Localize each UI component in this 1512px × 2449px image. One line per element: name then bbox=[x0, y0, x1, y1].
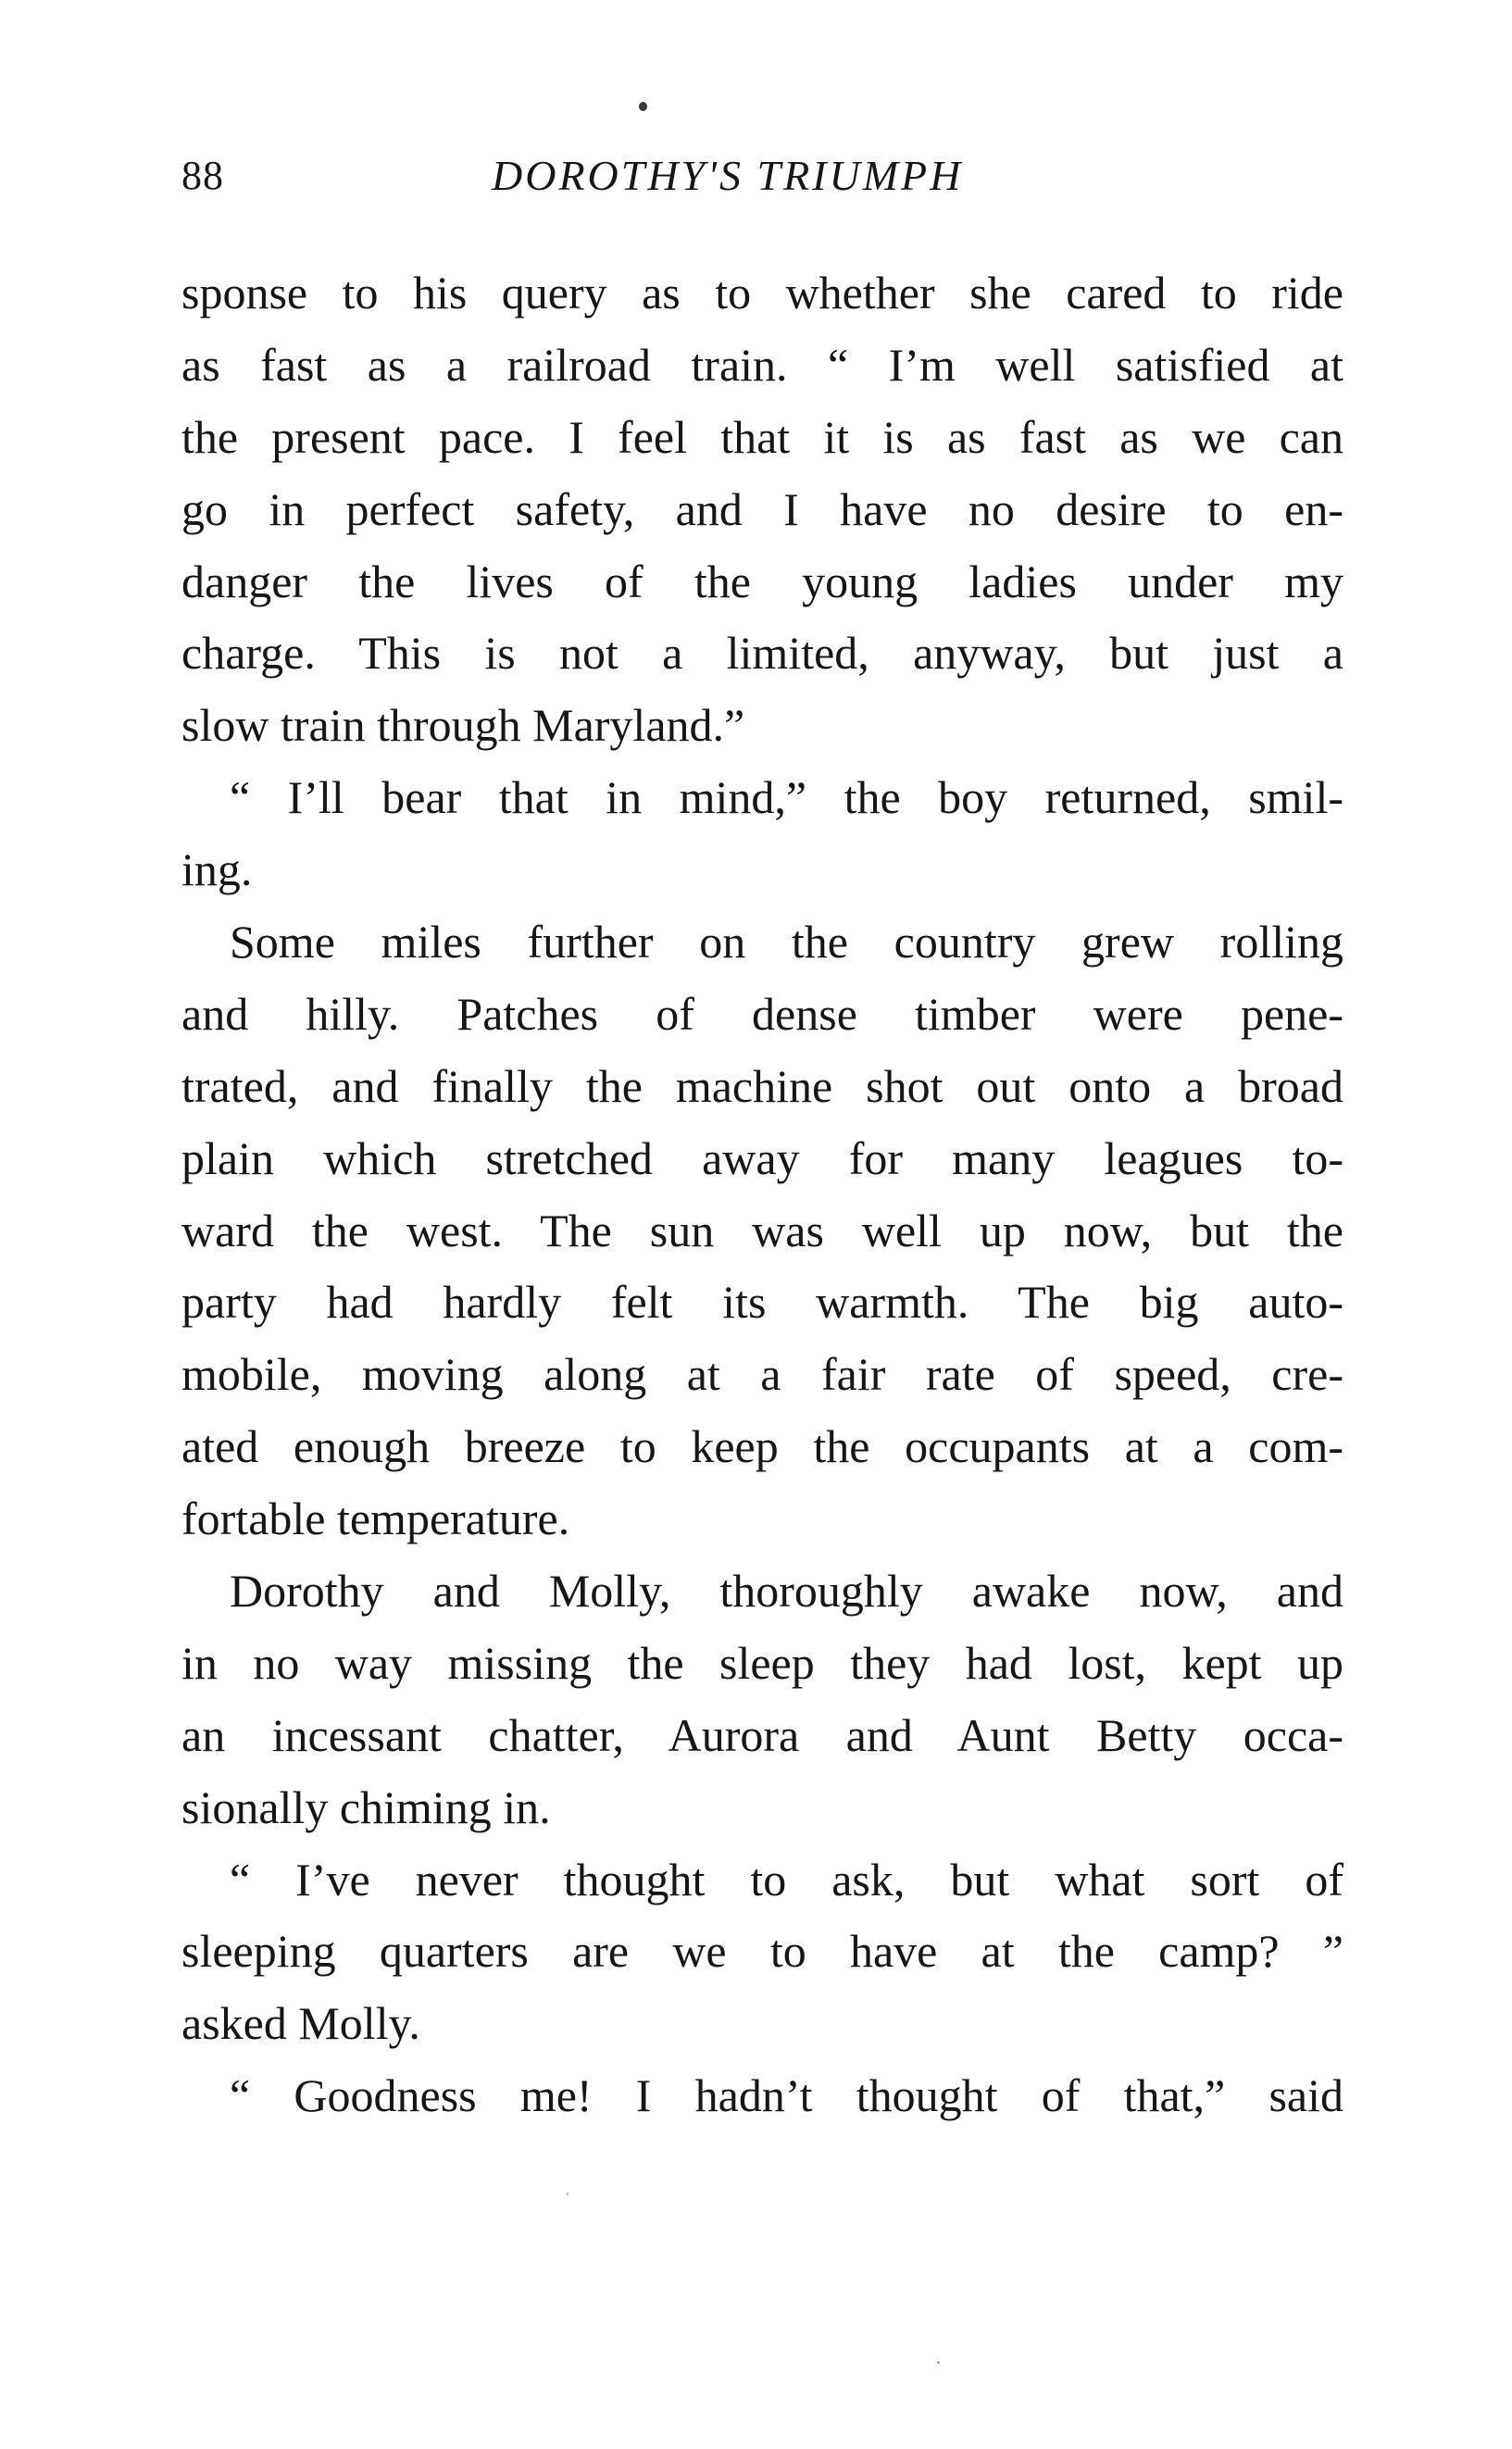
text-line: go in perfect safety, and I have no desire to en- bbox=[181, 482, 1343, 535]
text-line: and hilly. Patches of dense timber were pene- bbox=[181, 987, 1343, 1040]
text-line: ward the west. The sun was well up now, but the bbox=[181, 1204, 1343, 1256]
text-line: slow train through Maryland.” bbox=[181, 699, 745, 752]
text-line: sponse to his query as to whether she cared to ride bbox=[181, 267, 1343, 319]
text-line: as fast as a railroad train. “ I’m well satisfied at bbox=[181, 338, 1343, 391]
text-line: party had hardly felt its warmth. The big auto- bbox=[181, 1276, 1343, 1329]
text-line: Some miles further on the country grew rolling bbox=[230, 916, 1343, 968]
ink-speck-mid bbox=[567, 2193, 569, 2195]
text-line: sionally chiming in. bbox=[181, 1781, 551, 1833]
text-line: sleeping quarters are we to have at the camp? ” bbox=[181, 1925, 1343, 1978]
text-line: danger the lives of the young ladies under my bbox=[181, 555, 1343, 607]
text-line: mobile, moving along at a fair rate of speed, cre- bbox=[181, 1348, 1343, 1401]
text-line: an incessant chatter, Aurora and Aunt Betty occa- bbox=[181, 1708, 1343, 1761]
text-line: ing. bbox=[181, 843, 253, 896]
text-line: in no way missing the sleep they had lost, kept up bbox=[181, 1636, 1343, 1689]
page-header bbox=[181, 148, 1343, 204]
body-text bbox=[181, 257, 1343, 2132]
text-line: fortable temperature. bbox=[181, 1493, 570, 1545]
text-line: asked Molly. bbox=[181, 1997, 420, 2050]
page-number: 88 bbox=[181, 153, 224, 198]
text-line: Dorothy and Molly, thoroughly awake now, and bbox=[230, 1565, 1343, 1618]
text-line: the present pace. I feel that it is as fast as we can bbox=[181, 410, 1343, 463]
text-line: “ Goodness me! I hadn’t thought of that,” said bbox=[230, 2069, 1343, 2122]
text-line: ated enough breeze to keep the occupants at a com- bbox=[181, 1420, 1343, 1473]
text-line: charge. This is not a limited, anyway, but just a bbox=[181, 627, 1343, 680]
text-line: “ I’ve never thought to ask, but what sort of bbox=[230, 1853, 1343, 1905]
text-line: trated, and finally the machine shot out onto a broad bbox=[181, 1059, 1343, 1112]
ink-speck-bottom bbox=[937, 2361, 940, 2364]
ink-speck-top bbox=[639, 102, 647, 111]
text-line: “ I’ll bear that in mind,” the boy returned, smil- bbox=[230, 771, 1343, 824]
text-line: plain which stretched away for many leagues to- bbox=[181, 1131, 1343, 1184]
running-title: DOROTHY'S TRIUMPH bbox=[492, 152, 964, 199]
